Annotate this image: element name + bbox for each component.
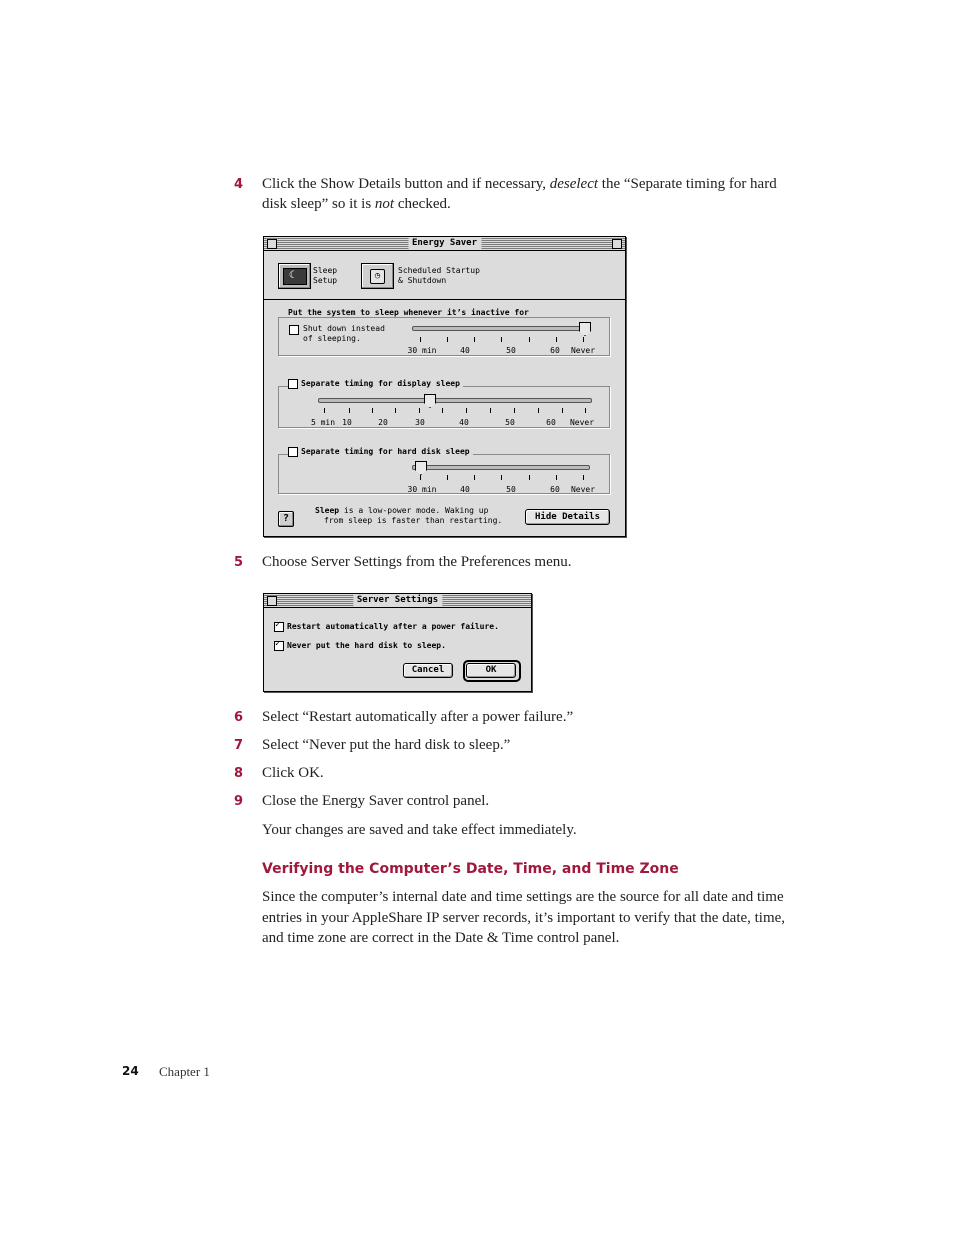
title-bar[interactable]: [264, 237, 625, 251]
step-number: 8: [234, 766, 244, 781]
step-text: Choose Server Settings from the Preferences menu.: [262, 554, 572, 570]
tick: [529, 337, 530, 342]
close-box-icon[interactable]: [267, 596, 277, 606]
close-box-icon[interactable]: [267, 239, 277, 249]
step-number: 4: [234, 177, 244, 192]
tick-label: 50: [506, 485, 516, 494]
step-text: Select “Restart automatically after a power failure.”: [262, 709, 574, 725]
moon-icon: ☾: [283, 268, 307, 285]
shutdown-label: Shut down instead: [303, 324, 385, 333]
sleep-info-bold: Sleep: [315, 506, 340, 515]
tick: [420, 475, 421, 480]
tick-label: 5 min: [310, 418, 336, 427]
tick: [419, 408, 420, 413]
tick: [529, 475, 530, 480]
group-label: Put the system to sleep whenever it’s inactive for: [285, 308, 532, 317]
tick: [324, 408, 325, 413]
divider: [264, 299, 625, 300]
scheduled-startup-label: & Shutdown: [398, 276, 447, 285]
tick-label: Never: [569, 418, 595, 427]
tick: [490, 408, 491, 413]
hide-details-button[interactable]: Hide Details: [525, 509, 610, 525]
step-text: [262, 174, 802, 214]
step-text: Select “Never put the hard disk to sleep.”: [262, 737, 511, 753]
step-number: 9: [234, 794, 244, 809]
energy-saver-window: [263, 236, 626, 537]
sleep-info-text: from sleep is faster than restarting.: [324, 516, 503, 525]
harddisk-sleep-slider[interactable]: [412, 465, 590, 470]
emphasis: deselect: [549, 176, 599, 192]
server-settings-window: [263, 593, 532, 692]
restart-checkbox[interactable]: [274, 622, 284, 632]
tick: [583, 475, 584, 480]
tick-label: 50: [506, 346, 516, 355]
tick-label: 10: [342, 418, 352, 427]
step-text: Click OK.: [262, 765, 324, 781]
shutdown-checkbox[interactable]: [289, 325, 299, 335]
section-heading: Verifying the Computer’s Date, Time, and Time Zone: [262, 861, 679, 877]
ok-button[interactable]: OK: [466, 663, 516, 678]
tick-label: 30 min: [407, 346, 437, 355]
chapter-label: Chapter 1: [159, 1064, 210, 1079]
tick: [474, 475, 475, 480]
tick-label: 40: [459, 418, 469, 427]
tick-label: 60: [550, 485, 560, 494]
tick-label: 20: [378, 418, 388, 427]
tick-label: Never: [570, 485, 596, 494]
tick: [583, 337, 584, 342]
group-label: Separate timing for display sleep: [298, 379, 463, 388]
tick: [501, 475, 502, 480]
harddisk-sleep-checkbox[interactable]: [288, 447, 298, 457]
tick-label: 40: [460, 346, 470, 355]
cancel-button[interactable]: Cancel: [403, 663, 453, 678]
tick: [538, 408, 539, 413]
emphasis: not: [374, 196, 395, 212]
tick: [420, 337, 421, 342]
tick: [466, 408, 467, 413]
tick: [501, 337, 502, 342]
zoom-box-icon[interactable]: [612, 239, 622, 249]
step-text-part: Click the Show Details button and if necessary,: [262, 176, 550, 192]
tick-label: Never: [570, 346, 596, 355]
restart-label: Restart automatically after a power failure.: [287, 622, 499, 631]
window-title: Server Settings: [353, 594, 442, 607]
never-sleep-checkbox[interactable]: [274, 641, 284, 651]
note-text: Your changes are saved and take effect immediately.: [262, 822, 577, 838]
step-number: 7: [234, 738, 244, 753]
tick-label: 40: [460, 485, 470, 494]
step-text-part: checked.: [394, 196, 451, 212]
sleep-setup-label: Setup: [313, 276, 338, 285]
scheduled-startup-label: Scheduled Startup: [398, 266, 480, 275]
group-label: Separate timing for hard disk sleep: [298, 447, 473, 456]
tick: [556, 337, 557, 342]
tick: [447, 337, 448, 342]
tick: [372, 408, 373, 413]
tick: [556, 475, 557, 480]
tick: [585, 408, 586, 413]
tick: [474, 337, 475, 342]
step-number: 5: [234, 555, 244, 570]
tick: [514, 408, 515, 413]
tick: [395, 408, 396, 413]
help-icon[interactable]: ?: [278, 511, 294, 527]
tick: [349, 408, 350, 413]
tick: [447, 475, 448, 480]
tick-label: 60: [546, 418, 556, 427]
tick-label: 50: [505, 418, 515, 427]
display-sleep-checkbox[interactable]: [288, 379, 298, 389]
harddisk-sleep-group: [278, 454, 610, 494]
section-body: Since the computer’s internal date and time settings are the source for all date and time entries in your AppleShare IP server records, it’s important to verify that the date, time, and time zone are correct in the Date & Time control panel.: [262, 889, 786, 946]
clock-icon: ◷: [370, 269, 385, 284]
display-sleep-slider[interactable]: [318, 398, 592, 403]
page-number: 24: [122, 1064, 139, 1078]
sleep-info-text: [315, 506, 488, 516]
tick-label: 30 min: [407, 485, 437, 494]
step-number: 6: [234, 710, 244, 725]
sleep-info-line: is a low-power mode. Waking up: [339, 506, 489, 515]
never-sleep-label: Never put the hard disk to sleep.: [287, 641, 446, 650]
tick-label: 60: [550, 346, 560, 355]
scheduled-startup-button[interactable]: [361, 263, 394, 289]
tick: [562, 408, 563, 413]
window-title: Energy Saver: [408, 237, 481, 250]
tick-label: 30: [415, 418, 425, 427]
step-text: Close the Energy Saver control panel.: [262, 793, 490, 809]
step-text-part: the “Separate timing for hard disk sleep” so it is: [262, 176, 777, 212]
sleep-setup-label: Sleep: [313, 266, 338, 275]
title-bar[interactable]: [264, 594, 531, 608]
sleep-setup-button[interactable]: [278, 263, 311, 289]
system-sleep-slider[interactable]: [412, 326, 590, 331]
shutdown-label: of sleeping.: [303, 334, 361, 343]
tick: [442, 408, 443, 413]
